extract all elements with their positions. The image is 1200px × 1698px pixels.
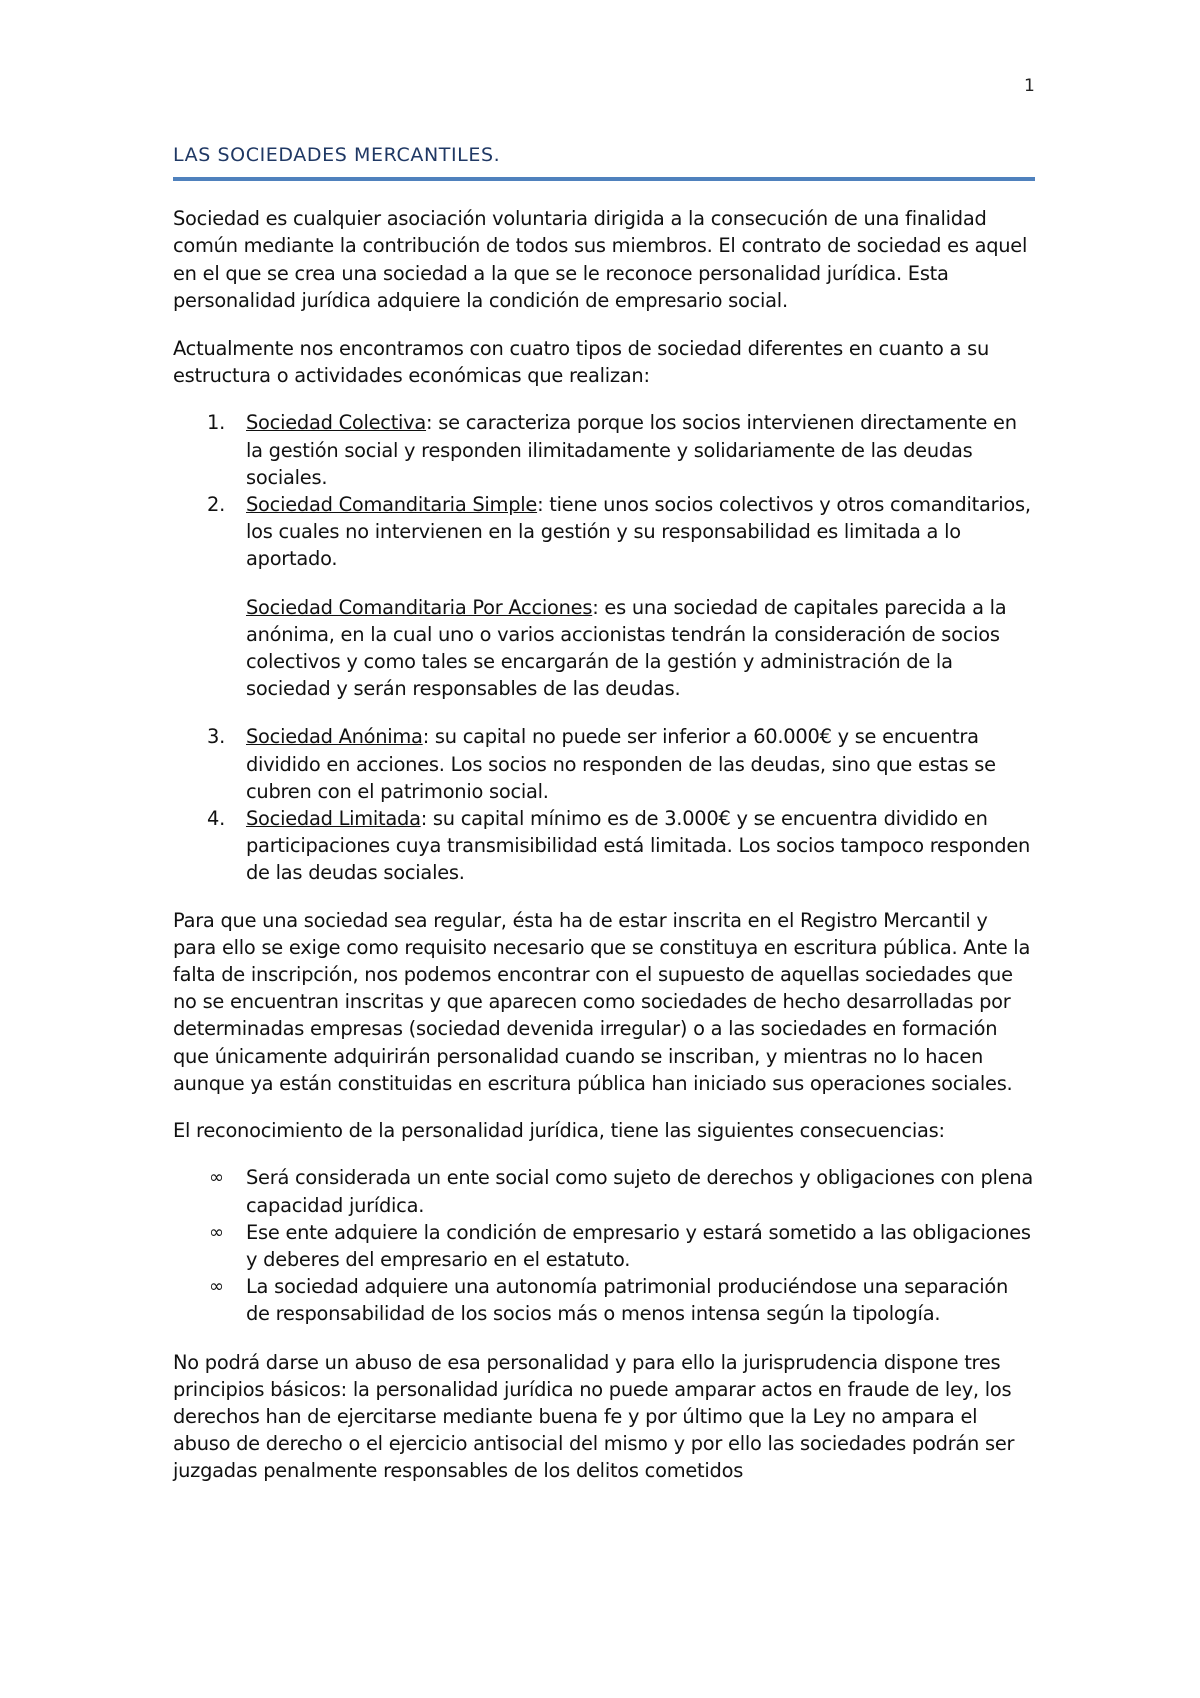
list-item <box>173 1164 1035 1218</box>
list-item <box>173 491 1035 573</box>
term-description: : se caracteriza porque los socios intervienen directamente en la gestión social y responden ilimitadamente y solidariamente de las deudas sociales. <box>246 411 1017 489</box>
list-item <box>173 723 1035 805</box>
list-subparagraph <box>173 594 1035 703</box>
list-number: 3. <box>207 725 226 749</box>
list-number: 2. <box>207 493 226 517</box>
list-item <box>173 409 1035 491</box>
paragraph-consequences-intro: El reconocimiento de la personalidad jurídica, tiene las siguientes consecuencias: <box>173 1119 945 1143</box>
paragraph-abuse-of-personality: No podrá darse un abuso de esa personalidad y para ello la jurisprudencia dispone tres principios básicos: la personalidad jurídica no puede amparar actos en fraude de ley, los derechos han de ejercitarse mediante buena fe y por último que la Ley no ampara el abuso de derecho o el ejercicio antisocial del mismo y por ello las sociedades podrán ser juzgadas penalmente responsables de los delitos cometidos <box>173 1350 1015 1483</box>
consequence-text: Será considerada un ente social como sujeto de derechos y obligaciones con plena capacidad jurídica. <box>246 1166 1034 1217</box>
list-number: 4. <box>207 807 226 831</box>
term-sociedad-colectiva: Sociedad Colectiva <box>246 411 427 435</box>
company-types-list <box>173 409 1035 886</box>
term-sociedad-comanditaria-acciones: Sociedad Comanditaria Por Acciones <box>246 595 593 619</box>
list-item <box>173 1273 1035 1327</box>
term-sociedad-anonima: Sociedad Anónima <box>246 725 423 749</box>
consequence-text: La sociedad adquiere una autonomía patrimonial produciéndose una separación de responsabilidad de los socios más o menos intensa según la tipología. <box>246 1275 1009 1326</box>
term-sociedad-comanditaria-simple: Sociedad Comanditaria Simple <box>246 493 538 517</box>
list-item <box>173 1219 1035 1273</box>
term-description: : tiene unos socios colectivos y otros comanditarios, los cuales no intervienen en la gestión y su responsabilidad es limitada a lo aportado. <box>246 493 1031 571</box>
infinity-bullet-icon: ∞ <box>209 1276 224 1298</box>
document-title: LAS SOCIEDADES MERCANTILES. <box>173 142 1035 181</box>
paragraph-definition: Sociedad es cualquier asociación voluntaria dirigida a la consecución de una finalidad común mediante la contribución de todos sus miembros. El contrato de sociedad es aquel en el que se crea una sociedad a la que se le reconoce personalidad jurídica. Esta personalidad jurídica adquiere la condición de empresario social. <box>173 207 1028 312</box>
list-item <box>173 805 1035 887</box>
term-description: : es una sociedad de capitales parecida a la anónima, en la cual uno o varios accionistas tendrán la consideración de socios colectivos y como tales se encargarán de la gestión y administración de la sociedad y serán responsables de las deudas. <box>246 595 1007 701</box>
term-description: : su capital mínimo es de 3.000€ y se encuentra dividido en participaciones cuya transmisibilidad está limitada. Los socios tampoco responden de las deudas sociales. <box>246 807 1031 885</box>
infinity-bullet-icon: ∞ <box>209 1221 224 1243</box>
document-body <box>173 142 1035 1485</box>
term-sociedad-limitada: Sociedad Limitada <box>246 807 421 831</box>
consequence-text: Ese ente adquiere la condición de empresario y estará sometido a las obligaciones y deberes del empresario en el estatuto. <box>246 1220 1031 1271</box>
infinity-bullet-icon: ∞ <box>209 1167 224 1189</box>
paragraph-registro-mercantil: Para que una sociedad sea regular, ésta ha de estar inscrita en el Registro Mercantil y para ello se exige como requisito necesario que se constituya en escritura pública. Ante la falta de inscripción, nos podemos encontrar con el supuesto de aquellas sociedades que no se encuentran inscritas y que aparecen como sociedades de hecho desarrolladas por determinadas empresas (sociedad devenida irregular) o a las sociedades en formación que únicamente adquirirán personalidad cuando se inscriban, y mientras no lo hacen aunque ya están constituidas en escritura pública han iniciado sus operaciones sociales. <box>173 908 1031 1095</box>
page-number: 1 <box>1024 76 1035 96</box>
term-description: : su capital no puede ser inferior a 60.000€ y se encuentra dividido en acciones. Los socios no responden de las deudas, sino que estas se cubren con el patrimonio social. <box>246 725 996 803</box>
consequences-list <box>173 1164 1035 1327</box>
list-number: 1. <box>207 411 226 435</box>
paragraph-types-intro: Actualmente nos encontramos con cuatro tipos de sociedad diferentes en cuanto a su estructura o actividades económicas que realizan: <box>173 337 989 388</box>
